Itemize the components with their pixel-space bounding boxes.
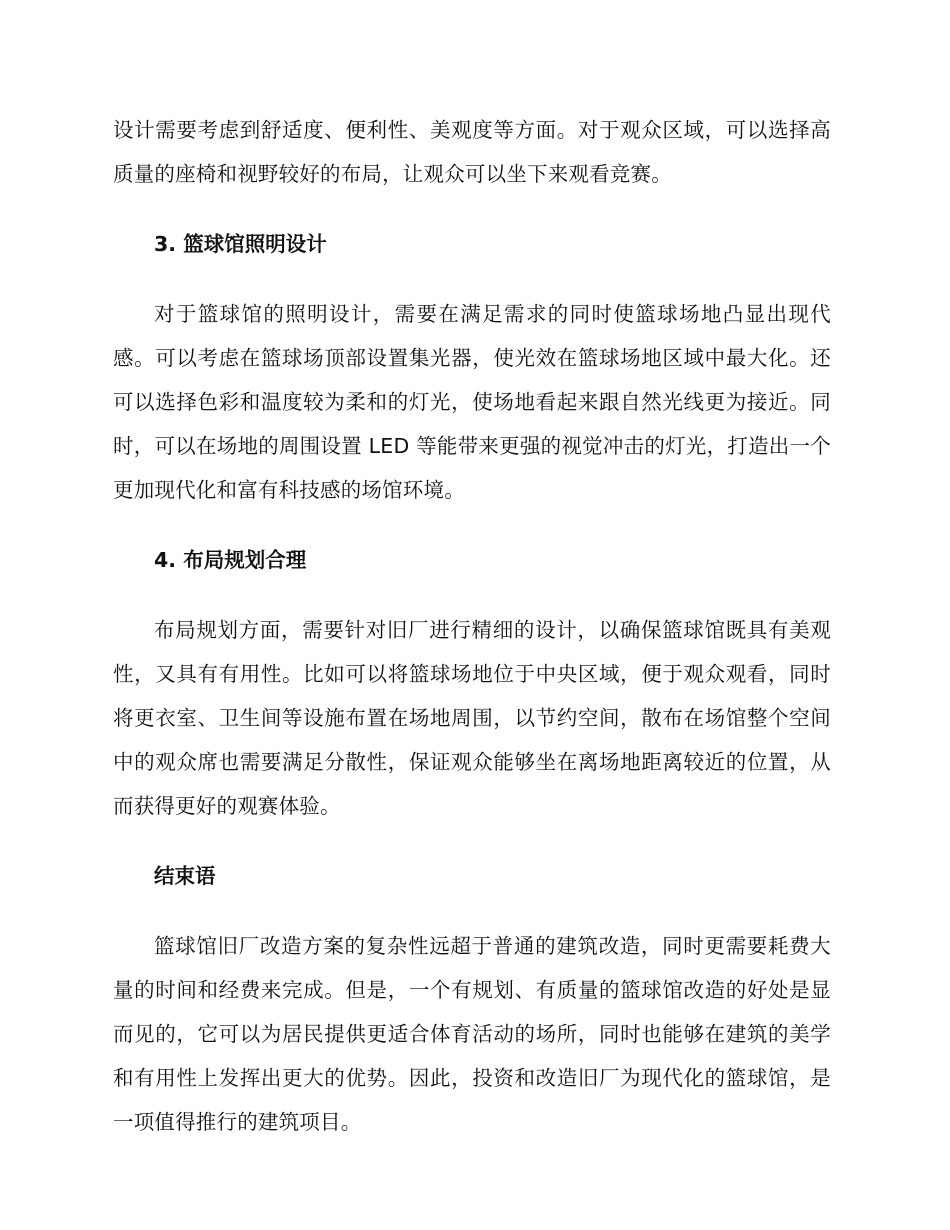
heading-conclusion: 结束语 (154, 864, 216, 888)
paragraph-lighting-design: 对于篮球馆的照明设计，需要在满足需求的同时使篮球场地凸显出现代感。可以考虑在篮球场顶部设置集光器，使光效在篮球场地区域中最大化。还可以选择色彩和温度较为柔和的灯光，使场地看起来跟自然光线更为接近。同时，可以在场地的周围设置 LED 等能带来更强的视觉冲击的灯光，打造出一个更加现代化和富有科技感的场馆环境。 (113, 302, 831, 502)
heading-layout-planning: 4. 布局规划合理 (154, 548, 307, 572)
paragraph-layout-planning: 布局规划方面，需要针对旧厂进行精细的设计，以确保篮球馆既具有美观性，又具有有用性。比如可以将篮球场地位于中央区域，便于观众观看，同时将更衣室、卫生间等设施布置在场地周围，以节约空间，散布在场馆整个空间中的观众席也需要满足分散性，保证观众能够坐在离场地距离较近的位置，从而获得更好的观赛体验。 (113, 618, 831, 818)
paragraph-conclusion: 篮球馆旧厂改造方案的复杂性远超于普通的建筑改造，同时更需要耗费大量的时间和经费来完成。但是，一个有规划、有质量的篮球馆改造的好处是显而见的，它可以为居民提供更适合体育活动的场所，同时也能够在建筑的美学和有用性上发挥出更大的优势。因此，投资和改造旧厂为现代化的篮球馆，是一项值得推行的建筑项目。 (113, 934, 831, 1134)
heading-lighting-design: 3. 篮球馆照明设计 (154, 232, 327, 256)
paragraph-seating-design: 设计需要考虑到舒适度、便利性、美观度等方面。对于观众区域，可以选择高质量的座椅和视野较好的布局，让观众可以坐下来观看竞赛。 (113, 118, 831, 186)
document-body (113, 108, 831, 1170)
